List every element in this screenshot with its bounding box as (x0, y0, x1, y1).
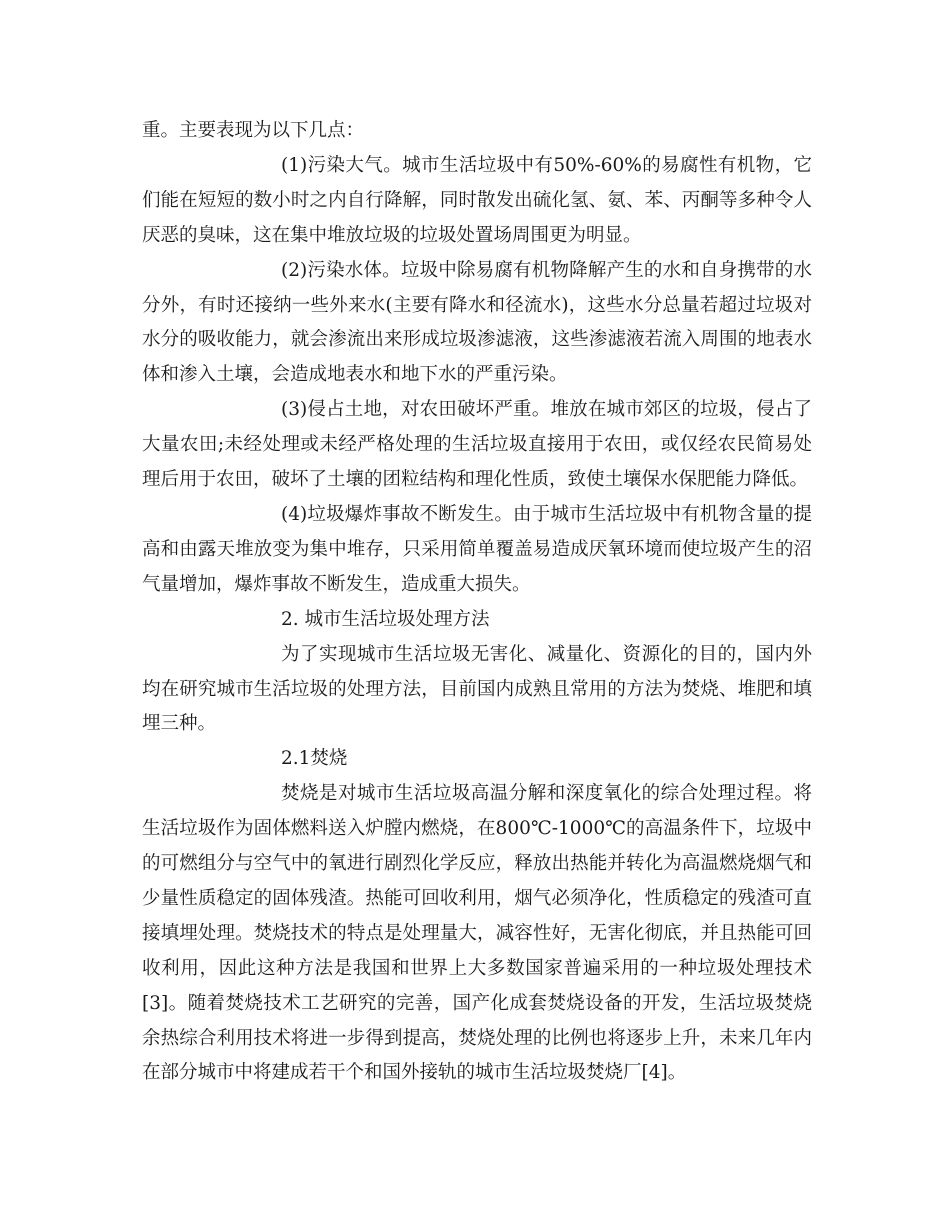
paragraph-air-pollution: (1)污染大气。城市生活垃圾中有50%-60%的易腐性有机物，它们能在短短的数小时之内自行降解，同时散发出硫化氢、氨、苯、丙酮等多种令人厌恶的臭味，这在集中堆放垃圾的垃圾处置场周围更为明显。 (142, 154, 812, 246)
section-heading-treatment-methods: 2. 城市生活垃圾处理方法 (281, 608, 490, 630)
paragraph-incineration: 焚烧是对城市生活垃圾高温分解和深度氧化的综合处理过程。将生活垃圾作为固体燃料送入炉膛内燃烧，在800℃-1000℃的高温条件下，垃圾中的可燃组分与空气中的氧进行剧烈化学反应，释放出热能并转化为高温燃烧烟气和少量性质稳定的固体残渣。热能可回收利用，烟气必须净化，性质稳定的残渣可直接填埋处理。焚烧技术的特点是处理量大，减容性好，无害化彻底，并且热能可回收利用，因此这种方法是我国和世界上大多数国家普遍采用的一种垃圾处理技术[3]。随着焚烧技术工艺研究的完善，国产化成套焚烧设备的开发，生活垃圾焚烧余热综合利用技术将进一步得到提高，焚烧处理的比例也将逐步上升，未来几年内在部分城市中将建成若干个和国外接轨的城市生活垃圾焚烧厂[4]。 (142, 783, 812, 1084)
paragraph-treatment-intro: 为了实现城市生活垃圾无害化、减量化、资源化的目的，国内外均在研究城市生活垃圾的处理方法，目前国内成熟且常用的方法为焚烧、堆肥和填埋三种。 (142, 643, 812, 735)
paragraph-land-occupation: (3)侵占土地，对农田破坏严重。堆放在城市郊区的垃圾，侵占了大量农田;未经处理或未经严格处理的生活垃圾直接用于农田，或仅经农民简易处理后用于农田，破坏了土壤的团粒结构和理化性质，致使土壤保水保肥能力降低。 (142, 399, 812, 491)
paragraph-continuation: 重。主要表现为以下几点： (142, 120, 365, 141)
paragraph-water-pollution: (2)污染水体。垃圾中除易腐有机物降解产生的水和自身携带的水分外，有时还接纳一些外来水(主要有降水和径流水)，这些水分总量若超过垃圾对水分的吸收能力，就会渗流出来形成垃圾渗滤液，这些渗滤液若流入周围的地表水体和渗入土壤，会造成地表水和地下水的严重污染。 (142, 259, 812, 386)
subsection-heading-incineration: 2.1焚烧 (281, 748, 348, 770)
document-body (142, 114, 812, 1091)
paragraph-explosion-accidents: (4)垃圾爆炸事故不断发生。由于城市生活垃圾中有机物含量的提高和由露天堆放变为集中堆存，只采用简单覆盖易造成厌氧环境而使垃圾产生的沼气量增加，爆炸事故不断发生，造成重大损失。 (142, 503, 812, 595)
